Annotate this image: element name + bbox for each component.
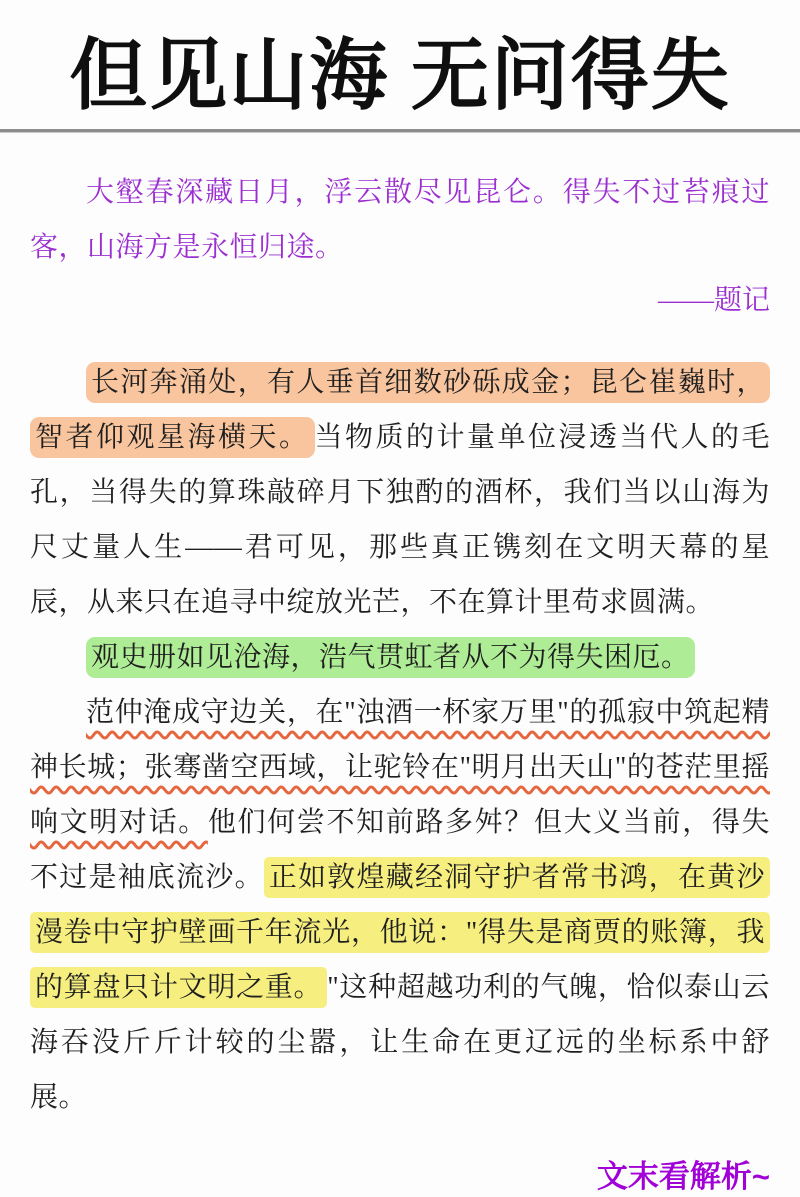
epigraph-text: 大壑春深藏日月，浮云散尽见昆仑。得失不过苔痕过客，山海方是永恒归途。 <box>30 177 770 264</box>
plain-text: 他们何尝不知前路多舛？但大义当前，得失不过是袖底流沙。 <box>30 807 770 894</box>
divider-line <box>0 129 800 133</box>
paragraph <box>30 685 770 1125</box>
footer-note: 文末看解析~ <box>596 1159 770 1195</box>
plain-text: "这种超越功利的气魄，恰似泰山云海吞没斤斤计较的尘嚣，让生命在更辽远的坐标系中舒展。 <box>30 972 770 1114</box>
highlight-yellow-text: 正如敦煌藏经洞守护者常书鸿，在黄沙漫卷中守护壁画千年流光，他说："得失是商贾的账簿，我的算盘只计文明之重。 <box>30 857 770 1008</box>
highlight-orange-text: 长河奔涌处，有人垂首细数砂砾成金；昆仑崔巍时，智者仰观星海横天。 <box>30 362 770 458</box>
page-title: 但见山海 无问得失 <box>69 32 731 119</box>
epigraph-attribution: ——题记 <box>657 285 770 317</box>
paragraph <box>30 355 770 630</box>
wavy-underlined-text: 范仲淹成守边关，在"浊酒一杯家万里"的孤寂中筑起精神长城；张骞凿空西域，让驼铃在"明月出天山"的苍茫里摇响文明对话。 <box>30 697 770 839</box>
plain-text: 当物质的计量单位浸透当代人的毛孔，当得失的算珠敲碎月下独酌的酒杯，我们当以山海为尺丈量人生——君可见，那些真正镌刻在文明天幕的星辰，从来只在追寻中绽放光芒，不在算计里苟求圆满。 <box>30 422 770 619</box>
paragraph <box>30 630 770 685</box>
highlight-green-text: 观史册如见沧海，浩气贯虹者从不为得失困厄。 <box>86 637 695 678</box>
body-paragraphs <box>30 355 770 1125</box>
